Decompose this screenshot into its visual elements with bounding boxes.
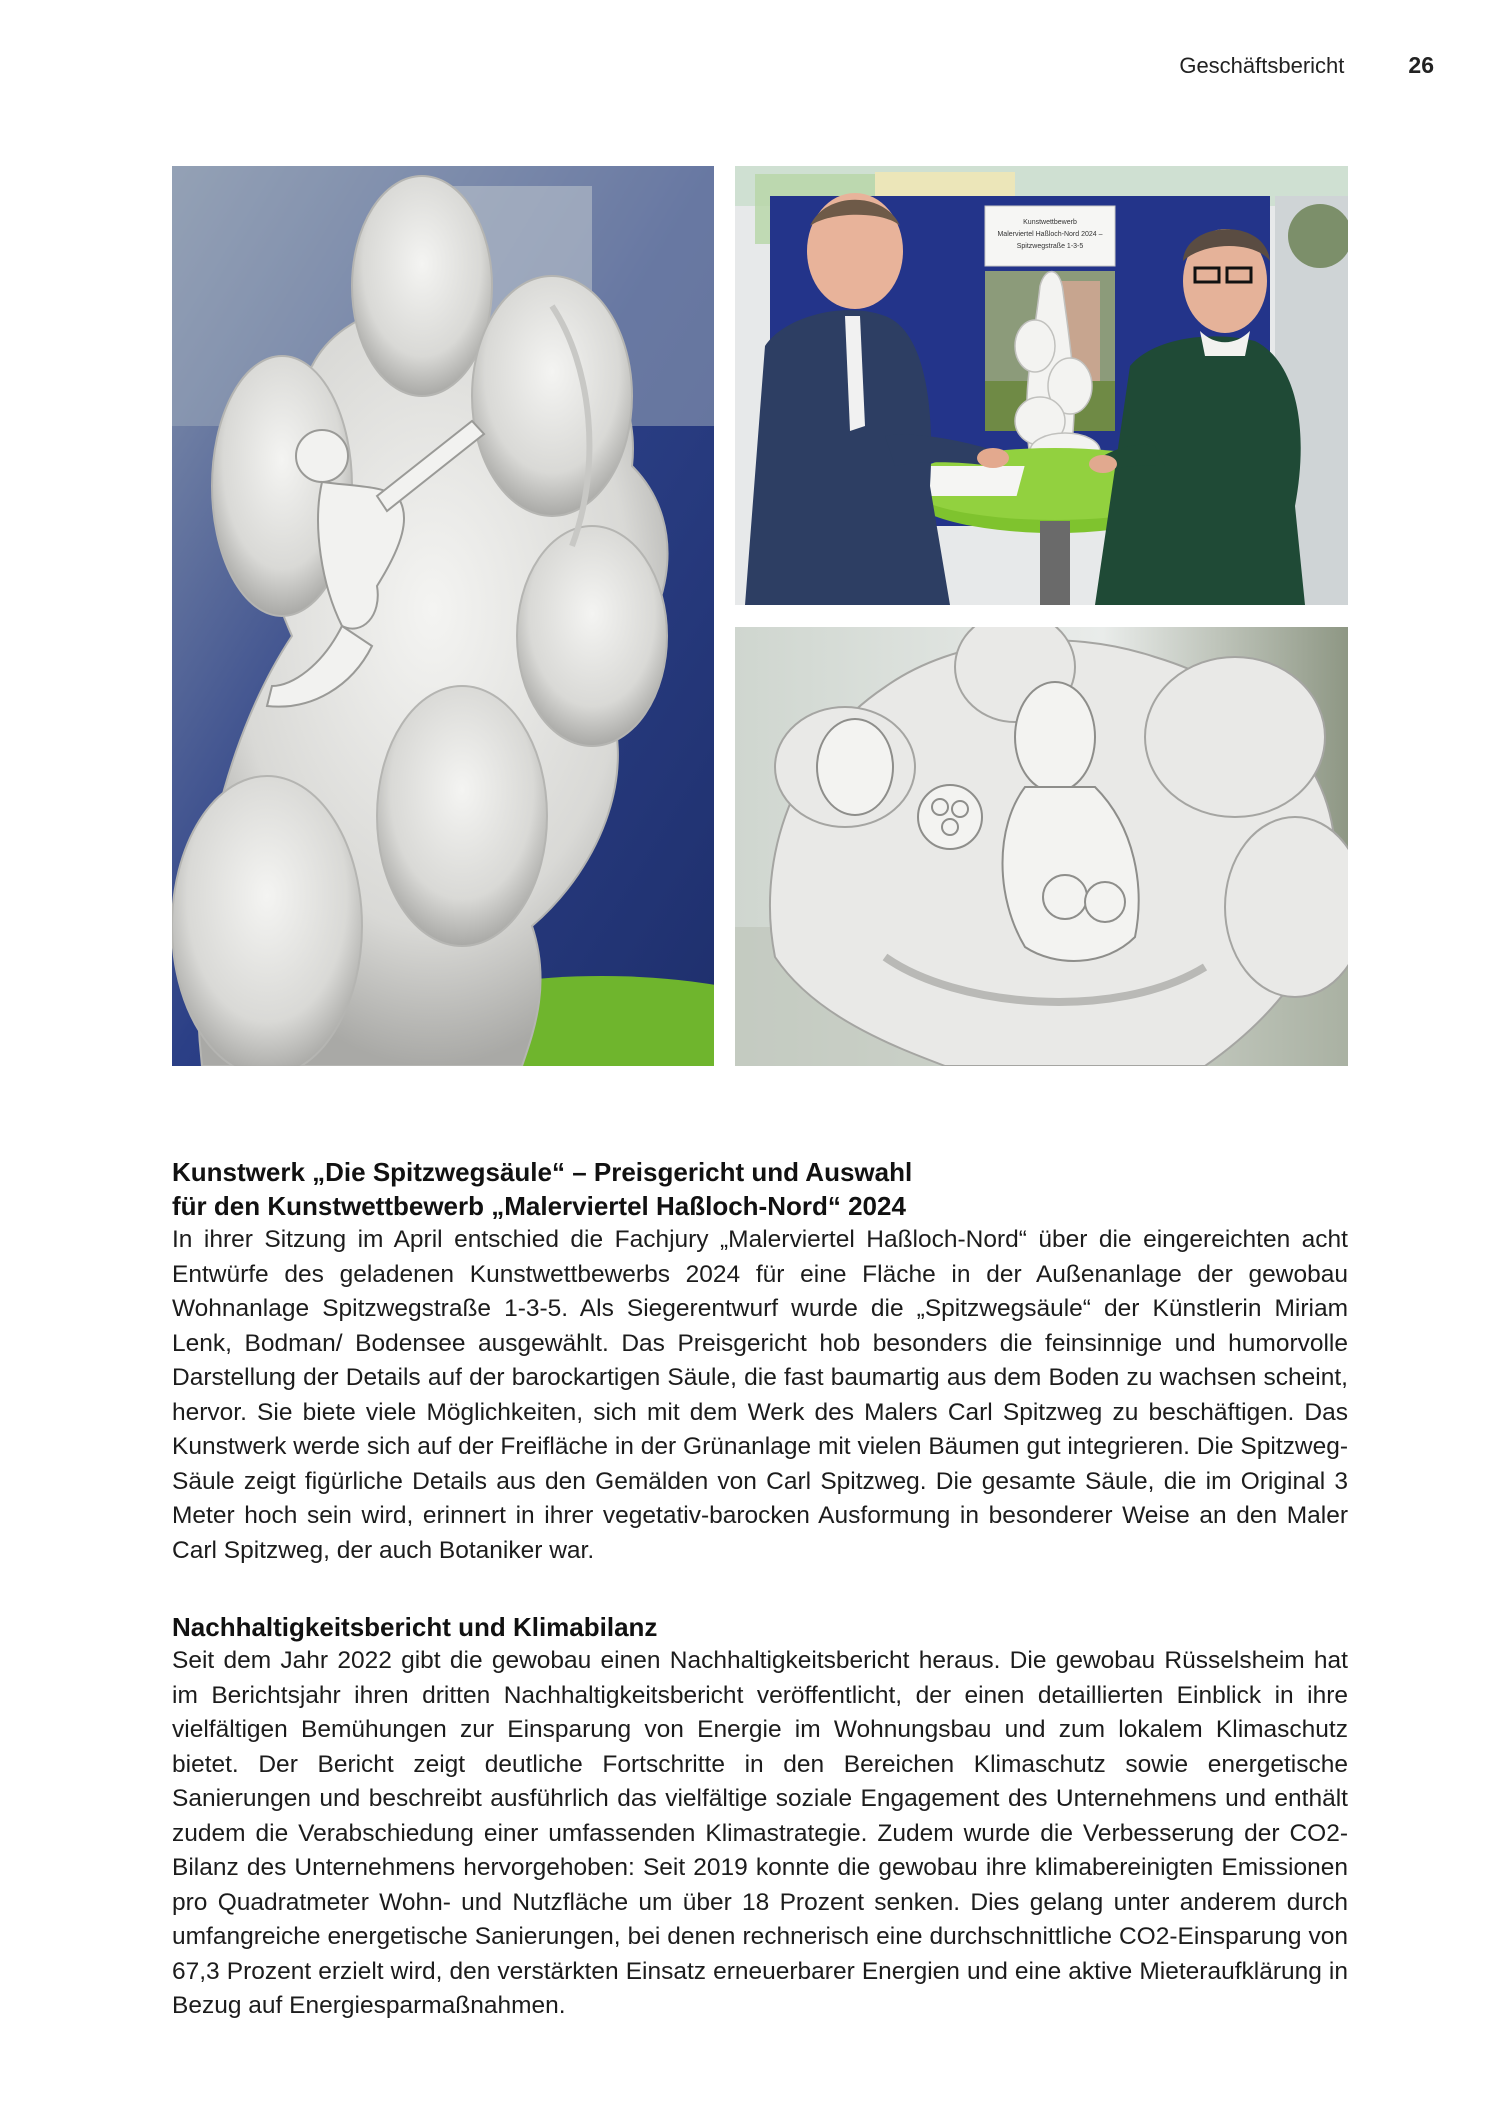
article-section-artwork [172, 1155, 1348, 1568]
section-heading-sustainability: Nachhaltigkeitsbericht und Klimabilanz [172, 1612, 658, 1642]
sculpture-illustration-left [172, 166, 714, 1066]
heading-line-2: für den Kunstwettbewerb „Malerviertel Haßloch-Nord“ 2024 [172, 1191, 906, 1221]
photo-sculpture-detail-right [735, 627, 1348, 1066]
sculpture-illustration-right [735, 627, 1348, 1066]
section-body-artwork: In ihrer Sitzung im April entschied die Fachjury „Malerviertel Haßloch-Nord“ über die eingereichten acht Entwürfe des geladenen Kunstwettbewerbs 2024 für eine Fläche in der Außenanlage der gewobau Wohnanlage Spitzwegstraße 1-3-5. Als Siegerentwurf wurde die „Spitzwegsäule“ der Künstlerin Miriam Lenk, Bodman/ Bodensee ausgewählt. Das Preisgericht hob besonders die feinsinnige und humorvolle Darstellung der Details auf der barockartigen Säule, die fast baumartig aus dem Boden zu wachsen scheint, hervor. Sie biete viele Möglichkeiten, sich mit dem Werk des Malers Carl Spitzweg zu beschäftigen. Das Kunstwerk werde sich auf der Freifläche in der Grünanlage mit vielen Bäumen gut integrieren. Die Spitzweg-Säule zeigt figürliche Details aus den Gemälden von Carl Spitzweg. Die gesamte Säule, die im Original 3 Meter hoch sein wird, erinnert in ihrer vegetativ-barocken Ausformung in besonderer Weise an den Maler Carl Spitzweg, der auch Botaniker war. [172, 1226, 1348, 1564]
page-header [1179, 52, 1434, 79]
heading-line-1: Kunstwerk „Die Spitzwegsäule“ – Preisgericht und Auswahl [172, 1157, 913, 1187]
header-title: Geschäftsbericht [1179, 53, 1345, 78]
poster-line-2: Malerviertel Haßloch-Nord 2024 – [997, 231, 1103, 238]
section-body-sustainability: Seit dem Jahr 2022 gibt die gewobau einen Nachhaltigkeitsbericht heraus. Die gewobau Rüsselsheim hat im Berichtsjahr ihren dritten Nachhaltigkeitsbericht veröffentlicht, der einen detaillierten Einblick in ihre vielfältigen Bemühungen zur Einsparung von Energie im Wohnungsbau und zum lokalem Klimaschutz bietet. Der Bericht zeigt deutliche Fortschritte in den Bereichen Klimaschutz sowie energetische Sanierungen und beschreibt ausführlich das vielfältige soziale Engagement des Unternehmens und enthält zudem die Verabschiedung einer umfassenden Klimastrategie. Zudem wurde die Verbesserung der CO2-Bilanz des Unternehmens hervorgehoben: Seit 2019 konnte die gewobau ihre klimabereinigten Emissionen pro Quadratmeter Wohn- und Nutzfläche um über 18 Prozent senken. Dies gelang unter anderem durch umfangreiche energetische Sanierungen, bei denen rechnerisch eine durchschnittliche CO2-Einsparung von 67,3 Prozent erzielt wird, den verstärkten Einsatz erneuerbarer Energien und eine aktive Mieteraufklärung in Bezug auf Energiesparmaßnahmen. [172, 1647, 1348, 2019]
page-number: 26 [1408, 52, 1434, 78]
photo-jury-presentation [735, 166, 1348, 605]
poster-line-3: Spitzwegstraße 1-3-5 [1016, 243, 1084, 250]
poster-line-1: Kunstwettbewerb [1023, 219, 1077, 226]
jury-photo-illustration [735, 166, 1348, 605]
article-section-sustainability [172, 1610, 1348, 2024]
section-heading-artwork [172, 1155, 1348, 1223]
photo-sculpture-detail-left [172, 166, 714, 1066]
